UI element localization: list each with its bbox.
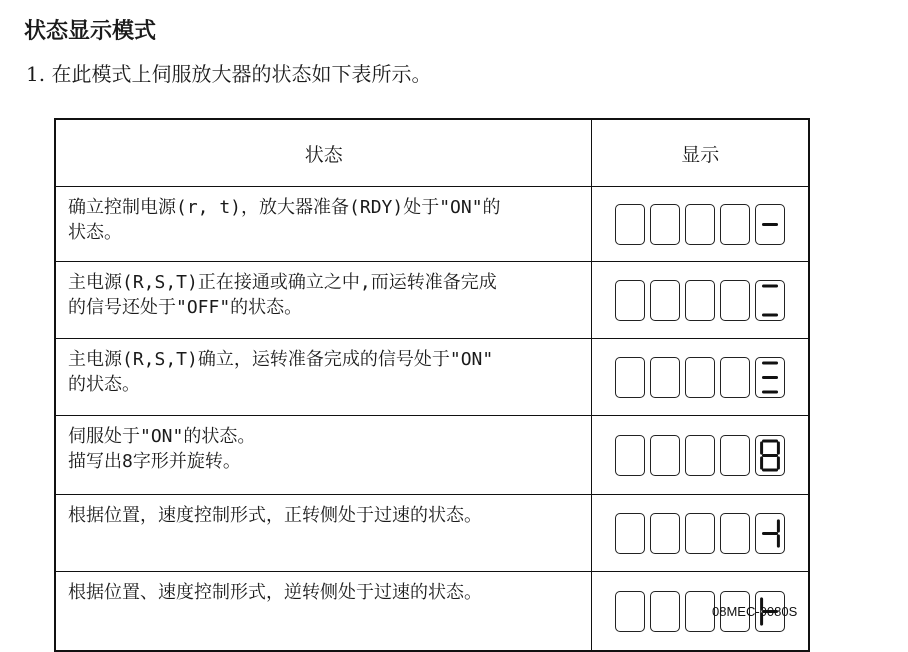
status-line: 伺服处于"ON"的状态。 [68,426,256,447]
blank-digit-icon [685,357,715,398]
blank-digit-icon [615,513,645,554]
table-row [55,495,809,572]
intro-text: 1. 在此模式上伺服放大器的状态如下表所示。 [26,62,432,86]
blank-digit-icon [615,204,645,245]
blank-digit-icon [650,591,680,632]
blank-digit-icon [685,280,715,321]
blank-digit-icon [650,513,680,554]
seven-segment-display [592,357,808,398]
header-display: 显示 [592,119,809,187]
blank-digit-icon [650,357,680,398]
table-row [55,572,809,652]
table-header-row [55,119,809,187]
blank-digit-icon [650,280,680,321]
status-description [55,339,592,416]
seven-segment-display [592,513,808,554]
status-line [68,528,581,553]
header-status: 状态 [55,119,592,187]
status-description [55,416,592,495]
status-line: 描写出8字形并旋转。 [68,451,241,472]
blank-digit-icon [720,513,750,554]
blank-digit-icon [685,435,715,476]
status-line: 确立控制电源(r, t)，放大器准备(RDY)处于"ON"的 [68,197,501,218]
blank-digit-icon [615,280,645,321]
status-description [55,572,592,652]
table-row [55,187,809,262]
table-row [55,339,809,416]
blank-digit-icon [685,513,715,554]
display-cell [592,187,809,262]
display-cell [592,262,809,339]
blank-digit-icon [685,591,715,632]
seg-right-bar-dash-icon [755,513,785,554]
seg-middle-dash-icon [755,204,785,245]
status-description [55,187,592,262]
status-line: 根据位置，速度控制形式，正转侧处于过速的状态。 [68,505,482,526]
status-line: 状态。 [68,222,122,243]
blank-digit-icon [685,204,715,245]
display-cell [592,339,809,416]
table-row [55,416,809,495]
seg-three-dash-icon [755,357,785,398]
status-line: 主电源(R,S,T)正在接通或确立之中,而运转准备完成 [68,272,497,293]
status-description [55,262,592,339]
seg-eight-icon [755,435,785,476]
status-line: 主电源(R,S,T)确立，运转准备完成的信号处于"ON" [68,349,494,370]
status-line: 的状态。 [68,374,140,395]
blank-digit-icon [650,204,680,245]
section-title: 状态显示模式 [24,19,157,44]
table-row [55,262,809,339]
figure-code: 08MEC-0080S [712,604,798,619]
blank-digit-icon [650,435,680,476]
blank-digit-icon [615,591,645,632]
blank-digit-icon [615,435,645,476]
status-table [54,118,810,652]
status-line: 根据位置、速度控制形式，逆转侧处于过速的状态。 [68,582,482,603]
seg-top-bottom-dash-icon [755,280,785,321]
status-line: 的信号还处于"OFF"的状态。 [68,297,303,318]
seven-segment-display [592,435,808,476]
status-line [68,605,581,630]
display-cell [592,416,809,495]
blank-digit-icon [720,357,750,398]
seven-segment-display [592,204,808,245]
blank-digit-icon [720,280,750,321]
display-cell [592,495,809,572]
blank-digit-icon [720,435,750,476]
seven-segment-display [592,280,808,321]
status-description [55,495,592,572]
blank-digit-icon [615,357,645,398]
blank-digit-icon [720,204,750,245]
